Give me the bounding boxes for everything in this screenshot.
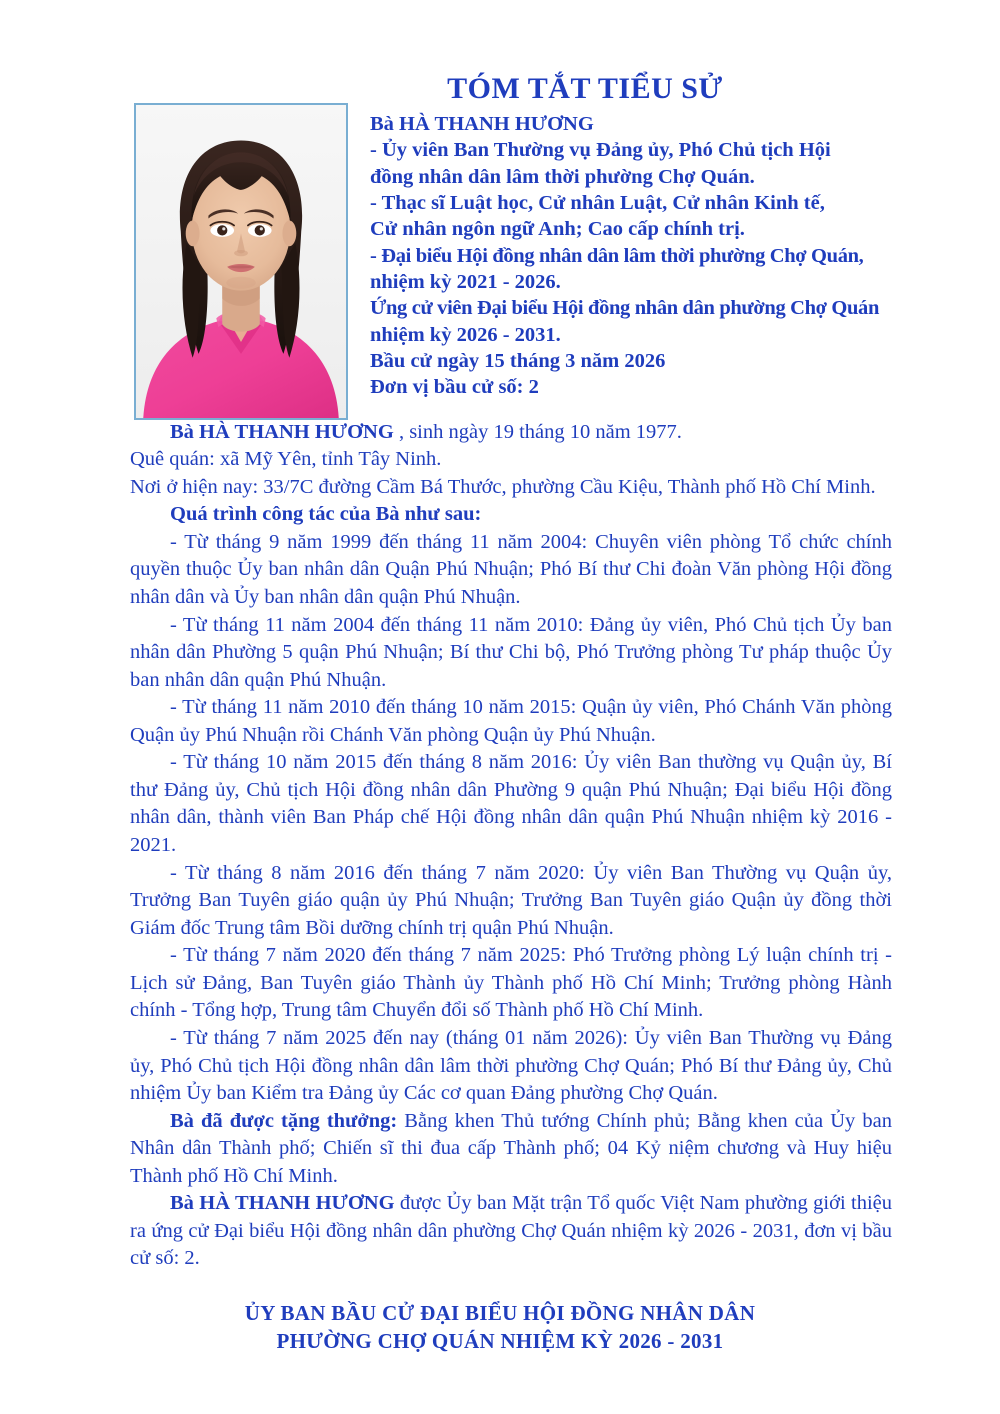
career-entry: - Từ tháng 9 năm 1999 đến tháng 11 năm 2004: Chuyên viên phòng Tổ chức chính quyền thuộc Ủy ban nhân dân Quận Phú Nhuận; Phó Bí thư Chi đoàn Văn phòng Hội đồng nhân dân và Ủy ban nhân dân quận Phú Nhuận.	[130, 530, 892, 608]
header-zone	[0, 0, 1000, 401]
career-entry: - Từ tháng 7 năm 2025 đến nay (tháng 01 năm 2026): Ủy viên Ban Thường vụ Đảng ủy, Phó Chủ tịch Hội đồng nhân dân lâm thời phường Chợ Quán; Phó Bí thư Đảng ủy, Chủ nhiệm Ủy ban Kiểm tra Đảng ủy Các cơ quan Đảng phường Chợ Quán.	[130, 1026, 892, 1105]
career-entry: - Từ tháng 7 năm 2020 đến tháng 7 năm 2025: Phó Trưởng phòng Lý luận chính trị - Lịch sử Đảng, Ban Tuyên giáo Thành ủy Thành phố Hồ Chí Minh; Trưởng phòng Hành chính - Tổng hợp, Trung tâm Chuyển đổi số Thành phố Hồ Chí Minh.	[130, 944, 892, 1022]
birth-name: Bà HÀ THANH HƯƠNG	[170, 420, 394, 443]
hometown-paragraph: Quê quán: xã Mỹ Yên, tỉnh Tây Ninh.	[130, 448, 442, 471]
footer-line-1: ỦY BAN BẦU CỬ ĐẠI BIỂU HỘI ĐỒNG NHÂN DÂN	[244, 1301, 756, 1326]
header-line-2: đồng nhân dân lâm thời phường Chợ Quán.	[370, 165, 755, 188]
candidate-portrait	[134, 103, 348, 420]
footer-zone	[0, 1299, 1000, 1356]
nomination-name: Bà HÀ THANH HƯƠNG	[170, 1192, 395, 1215]
birth-paragraph	[130, 419, 892, 447]
header-line-6: nhiệm kỳ 2021 - 2026.	[370, 270, 561, 293]
header-line-1: - Ủy viên Ban Thường vụ Đảng ủy, Phó Chủ tịch Hội	[370, 139, 831, 162]
body-zone	[0, 419, 1000, 1273]
candidate-name: Bà HÀ THANH HƯƠNG	[370, 113, 594, 135]
header-line-5: - Đại biểu Hội đồng nhân dân lâm thời phường Chợ Quán,	[370, 244, 864, 267]
career-entry: - Từ tháng 11 năm 2004 đến tháng 11 năm 2010: Đảng ủy viên, Phó Chủ tịch Ủy ban nhân dân Phường 5 quận Phú Nhuận; Bí thư Chi bộ, Phó Trưởng phòng Tư pháp thuộc Ủy ban nhân dân quận Phú Nhuận.	[130, 613, 892, 691]
election-date: Bầu cử ngày 15 tháng 3 năm 2026	[370, 349, 666, 372]
career-entry: - Từ tháng 11 năm 2010 đến tháng 10 năm 2015: Quận ủy viên, Phó Chánh Văn phòng Quận ủy Phú Nhuận rồi Chánh Văn phòng Quận ủy Phú Nhuận.	[130, 696, 892, 746]
portrait-illustration	[136, 105, 346, 418]
header-line-7: Ứng cử viên Đại biểu Hội đồng nhân dân phường Chợ Quán	[370, 297, 879, 320]
nomination-paragraph	[130, 1190, 892, 1273]
header-line-3: - Thạc sĩ Luật học, Cử nhân Luật, Cử nhân Kinh tế,	[370, 191, 825, 214]
birth-date: , sinh ngày 19 tháng 10 năm 1977.	[393, 420, 682, 443]
footer-line-2: PHƯỜNG CHỢ QUÁN NHIỆM KỲ 2026 - 2031	[276, 1329, 724, 1354]
career-entry: - Từ tháng 8 năm 2016 đến tháng 7 năm 2020: Ủy viên Ban Thường vụ Quận ủy, Trưởng Ban Tuyên giáo quận ủy Phú Nhuận; Trưởng Ban Tuyên giáo Quận ủy đồng thời Giám đốc Trung tâm Bồi dưỡng chính trị quận Phú Nhuận.	[130, 861, 892, 939]
awards-label: Bà đã được tặng thưởng:	[170, 1109, 398, 1132]
header-line-8: nhiệm kỳ 2026 - 2031.	[370, 323, 561, 346]
header-details	[370, 105, 978, 401]
career-heading: Quá trình công tác của Bà như sau:	[170, 503, 482, 526]
career-entry: - Từ tháng 10 năm 2015 đến tháng 8 năm 2016: Ủy viên Ban thường vụ Quận ủy, Bí thư Đảng ủy, Chủ tịch Hội đồng nhân dân Phường 9 quận Phú Nhuận; Đại biểu Hội đồng nhân dân, thành viên Ban Pháp chế Hội đồng nhân dân quận Phú Nhuận nhiệm kỳ 2016 - 2021.	[130, 751, 892, 857]
electoral-unit: Đơn vị bầu cử số: 2	[370, 376, 539, 399]
residence-paragraph: Nơi ở hiện nay: 33/7C đường Cầm Bá Thước, phường Cầu Kiệu, Thành phố Hồ Chí Minh.	[130, 475, 876, 498]
awards-text: Bằng khen Thủ tướng Chính phủ; Bằng khen của Ủy ban Nhân dân Thành phố; Chiến sĩ thi đua cấp Thành phố; 04 Kỷ niệm chương và Huy hiệu Thành phố Hồ Chí Minh.	[130, 1109, 892, 1187]
page-title: TÓM TẮT TIỂU SỬ	[447, 72, 723, 105]
header-line-4: Cử nhân ngôn ngữ Anh; Cao cấp chính trị.	[370, 218, 745, 241]
nomination-text: được Ủy ban Mặt trận Tổ quốc Việt Nam phường giới thiệu ra ứng cử Đại biểu Hội đồng nhân dân phường Chợ Quán nhiệm kỳ 2026 - 2031, đơn vị bầu cử số: 2.	[130, 1192, 893, 1270]
awards-paragraph	[130, 1108, 892, 1191]
